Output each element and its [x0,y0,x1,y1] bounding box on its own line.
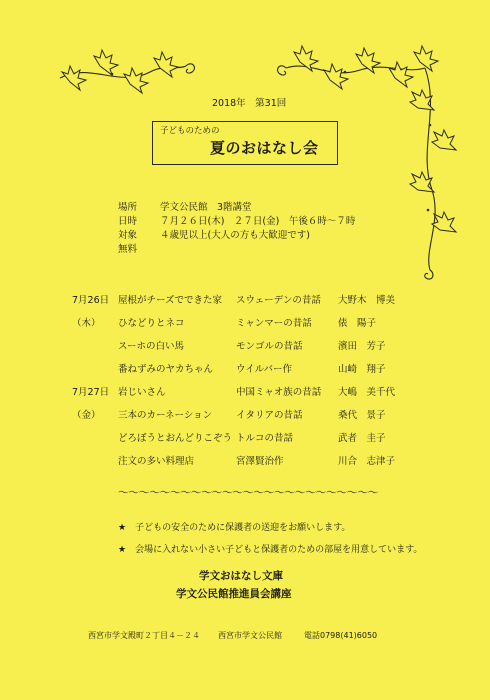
story-origin: ミャンマーの昔話 [236,318,312,329]
story-title: 岩じいさん [118,387,166,398]
storyteller: 大野木 博美 [338,295,396,306]
story-title: どろぼうとおんどりこぞう [118,433,233,444]
story-title: 注文の多い料理店 [118,456,195,467]
info-label-datetime: 日時 [118,216,138,227]
story-title: ひなどりとネコ [118,318,185,329]
info-label-audience: 対象 [118,230,138,241]
story-origin: ウイルバー作 [236,364,293,375]
info-label-place: 場所 [118,202,138,213]
info-value-audience: ４歳児以上(大人の方も大歓迎です) [160,230,310,241]
storyteller: 桑代 景子 [338,410,386,421]
note-safety: ★ 子どもの安全のために保護者の送迎をお願いします。 [118,523,351,533]
storyteller: 俵 陽子 [338,318,377,329]
program-date: （金） [72,410,101,421]
story-title: 三本のカーネーション [118,410,213,421]
story-origin: スウェーデンの昔話 [236,295,321,306]
story-origin: モンゴルの昔話 [236,341,303,352]
storyteller: 山崎 翔子 [338,364,386,375]
info-value-place: 学文公民館 3階講堂 [160,202,252,213]
footer-venue: 西宮市学文公民館 [218,631,282,640]
event-title: 夏のおはなし会 [210,139,319,157]
storyteller: 濱田 芳子 [338,341,386,352]
wave-divider: ～～～～～～～～～～～～～～～～～～～～～～～～～ [118,486,378,499]
storyteller: 川合 志津子 [338,456,396,467]
story-origin: 宮澤賢治作 [236,456,284,467]
note-childcare-room: ★ 会場に入れない小さい子どもと保護者のための部屋を用意しています。 [118,545,423,555]
organizer-bunko: 学文おはなし文庫 [199,570,283,582]
story-title: スーホの白い馬 [118,341,185,352]
organizer-committee: 学文公民館推進員会講座 [176,588,292,600]
program-date: 7月26日 [72,295,110,306]
info-label-free: 無料 [118,244,138,255]
storyteller: 武者 圭子 [338,433,386,444]
event-subtitle: 子どものための [160,126,220,136]
program-date: 7月27日 [72,387,110,398]
storyteller: 大嶋 美千代 [338,387,396,398]
story-origin: トルコの昔話 [236,433,294,444]
info-value-datetime: ７月２６日(木) ２７日(金) 午後６時～７時 [160,216,356,227]
footer-phone: 電話0798(41)6050 [304,631,378,640]
story-origin: 中国ミャオ族の昔話 [236,387,322,398]
program-date: （木） [72,318,101,329]
story-origin: イタリアの昔話 [236,410,303,421]
story-title: 番ねずみのヤカちゃん [118,364,214,375]
footer-address: 西宮市学文殿町２丁目４－２４ [88,631,200,640]
edition-label: 2018年 第31回 [212,98,287,109]
story-title: 屋根がチーズでできた家 [118,295,223,306]
